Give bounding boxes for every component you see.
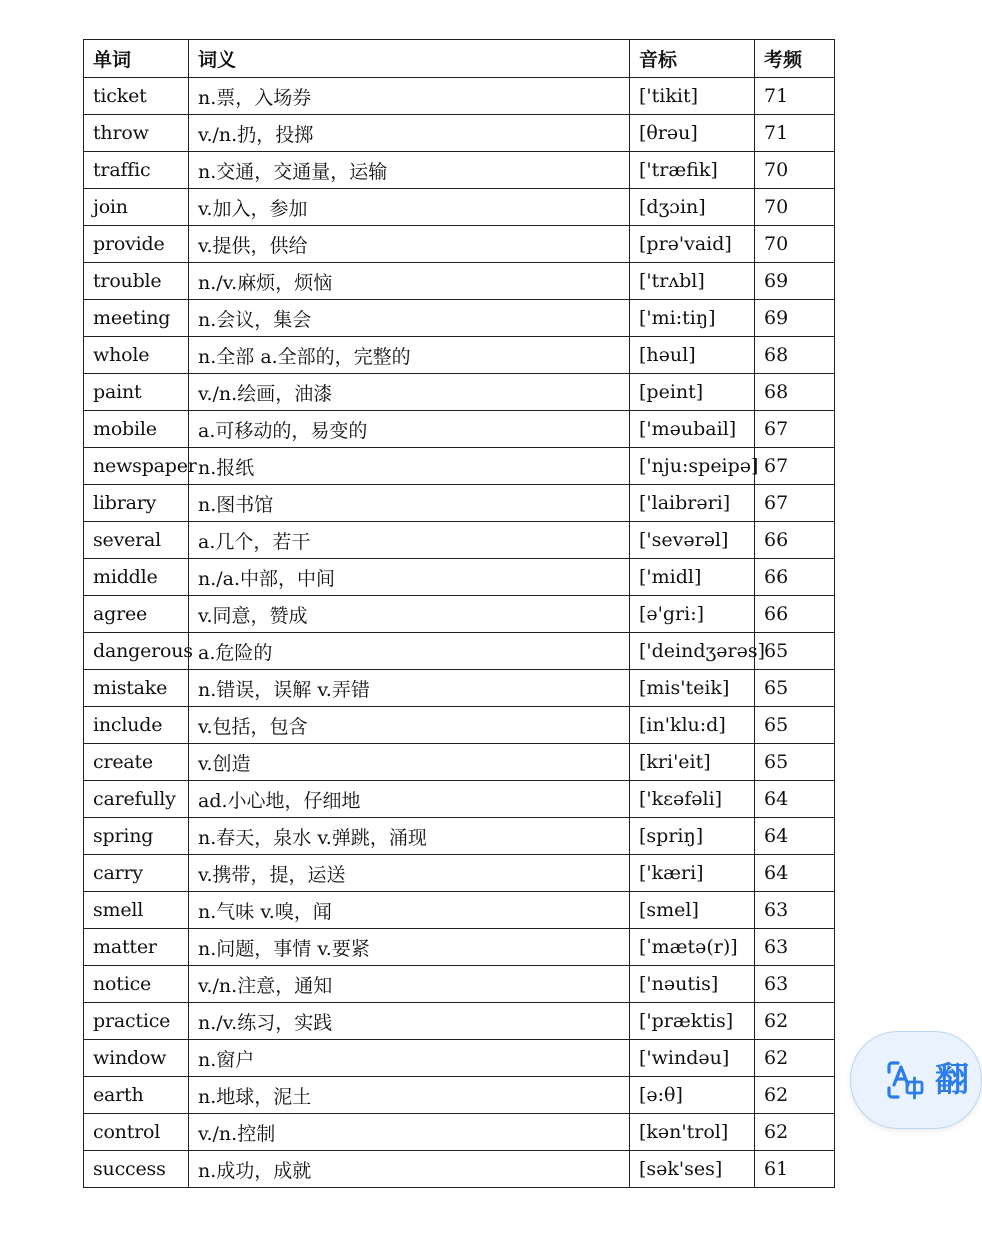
header-word: 单词	[84, 40, 189, 78]
table-row	[84, 1040, 835, 1077]
word-cell: notice	[84, 966, 189, 1003]
table-row	[84, 522, 835, 559]
phonetic-cell: [həul]	[630, 337, 755, 374]
frequency-cell: 67	[755, 448, 835, 485]
meaning-cell: v./n.绘画，油漆	[189, 374, 630, 411]
meaning-cell: n.图书馆	[189, 485, 630, 522]
word-cell: mistake	[84, 670, 189, 707]
frequency-cell: 63	[755, 892, 835, 929]
phonetic-cell: ['nəutis]	[630, 966, 755, 1003]
phonetic-cell: ['laibrəri]	[630, 485, 755, 522]
word-cell: dangerous	[84, 633, 189, 670]
word-cell: meeting	[84, 300, 189, 337]
word-cell: throw	[84, 115, 189, 152]
frequency-cell: 67	[755, 485, 835, 522]
phonetic-cell: [kri'eit]	[630, 744, 755, 781]
phonetic-cell: ['deindʒərəs]	[630, 633, 755, 670]
table-row	[84, 670, 835, 707]
word-cell: window	[84, 1040, 189, 1077]
header-phonetic: 音标	[630, 40, 755, 78]
word-cell: control	[84, 1114, 189, 1151]
table-row	[84, 1003, 835, 1040]
vocabulary-table	[83, 39, 835, 1188]
frequency-cell: 66	[755, 596, 835, 633]
frequency-cell: 68	[755, 337, 835, 374]
meaning-cell: n.窗户	[189, 1040, 630, 1077]
word-cell: practice	[84, 1003, 189, 1040]
table-row	[84, 337, 835, 374]
frequency-cell: 71	[755, 115, 835, 152]
table-row	[84, 78, 835, 115]
phonetic-cell: [dʒɔin]	[630, 189, 755, 226]
word-cell: earth	[84, 1077, 189, 1114]
frequency-cell: 63	[755, 966, 835, 1003]
table-row	[84, 263, 835, 300]
table-row	[84, 485, 835, 522]
word-cell: newspaper	[84, 448, 189, 485]
phonetic-cell: ['mi:tiŋ]	[630, 300, 755, 337]
meaning-cell: n.会议，集会	[189, 300, 630, 337]
frequency-cell: 69	[755, 263, 835, 300]
word-cell: smell	[84, 892, 189, 929]
word-cell: middle	[84, 559, 189, 596]
word-cell: trouble	[84, 263, 189, 300]
meaning-cell: n.错误，误解 v.弄错	[189, 670, 630, 707]
word-cell: create	[84, 744, 189, 781]
phonetic-cell: ['məubail]	[630, 411, 755, 448]
word-cell: include	[84, 707, 189, 744]
table-row	[84, 707, 835, 744]
table-row	[84, 818, 835, 855]
phonetic-cell: ['nju:speipə]	[630, 448, 755, 485]
frequency-cell: 64	[755, 781, 835, 818]
frequency-cell: 70	[755, 189, 835, 226]
table-header-row	[84, 40, 835, 78]
phonetic-cell: [spriŋ]	[630, 818, 755, 855]
meaning-cell: v.加入，参加	[189, 189, 630, 226]
meaning-cell: n./v.练习，实践	[189, 1003, 630, 1040]
word-cell: library	[84, 485, 189, 522]
table-row	[84, 1151, 835, 1188]
frequency-cell: 64	[755, 818, 835, 855]
word-cell: join	[84, 189, 189, 226]
word-cell: carry	[84, 855, 189, 892]
table-row	[84, 189, 835, 226]
phonetic-cell: [mis'teik]	[630, 670, 755, 707]
header-meaning: 词义	[189, 40, 630, 78]
meaning-cell: n./v.麻烦，烦恼	[189, 263, 630, 300]
frequency-cell: 66	[755, 559, 835, 596]
word-cell: carefully	[84, 781, 189, 818]
table-row	[84, 115, 835, 152]
table-row	[84, 448, 835, 485]
meaning-cell: v.同意，赞成	[189, 596, 630, 633]
table-row	[84, 929, 835, 966]
meaning-cell: n.票，入场券	[189, 78, 630, 115]
phonetic-cell: [smel]	[630, 892, 755, 929]
phonetic-cell: ['kɛəfəli]	[630, 781, 755, 818]
frequency-cell: 67	[755, 411, 835, 448]
header-frequency: 考频	[755, 40, 835, 78]
frequency-cell: 71	[755, 78, 835, 115]
meaning-cell: n.地球，泥土	[189, 1077, 630, 1114]
phonetic-cell: [in'klu:d]	[630, 707, 755, 744]
table-row	[84, 744, 835, 781]
table-row	[84, 1077, 835, 1114]
phonetic-cell: [kən'trol]	[630, 1114, 755, 1151]
meaning-cell: a.几个，若干	[189, 522, 630, 559]
table-row	[84, 300, 835, 337]
meaning-cell: v.创造	[189, 744, 630, 781]
meaning-cell: n.交通，交通量，运输	[189, 152, 630, 189]
frequency-cell: 62	[755, 1077, 835, 1114]
phonetic-cell: ['midl]	[630, 559, 755, 596]
table-row	[84, 559, 835, 596]
table-row	[84, 892, 835, 929]
table-row	[84, 633, 835, 670]
word-cell: success	[84, 1151, 189, 1188]
word-cell: several	[84, 522, 189, 559]
meaning-cell: v.包括，包含	[189, 707, 630, 744]
meaning-cell: v.提供，供给	[189, 226, 630, 263]
phonetic-cell: ['præktis]	[630, 1003, 755, 1040]
word-cell: ticket	[84, 78, 189, 115]
word-cell: matter	[84, 929, 189, 966]
table-row	[84, 374, 835, 411]
frequency-cell: 70	[755, 152, 835, 189]
phonetic-cell: [sək'ses]	[630, 1151, 755, 1188]
meaning-cell: v./n.扔，投掷	[189, 115, 630, 152]
frequency-cell: 61	[755, 1151, 835, 1188]
meaning-cell: n.春天，泉水 v.弹跳，涌现	[189, 818, 630, 855]
frequency-cell: 70	[755, 226, 835, 263]
table-row	[84, 781, 835, 818]
meaning-cell: n.成功，成就	[189, 1151, 630, 1188]
meaning-cell: n.气味 v.嗅，闻	[189, 892, 630, 929]
word-cell: whole	[84, 337, 189, 374]
meaning-cell: a.可移动的，易变的	[189, 411, 630, 448]
phonetic-cell: ['windəu]	[630, 1040, 755, 1077]
word-cell: paint	[84, 374, 189, 411]
word-cell: agree	[84, 596, 189, 633]
table-row	[84, 226, 835, 263]
meaning-cell: n.报纸	[189, 448, 630, 485]
meaning-cell: a.危险的	[189, 633, 630, 670]
frequency-cell: 65	[755, 633, 835, 670]
word-cell: provide	[84, 226, 189, 263]
frequency-cell: 65	[755, 707, 835, 744]
phonetic-cell: [peint]	[630, 374, 755, 411]
meaning-cell: n.全部 a.全部的，完整的	[189, 337, 630, 374]
phonetic-cell: [ə'gri:]	[630, 596, 755, 633]
word-cell: spring	[84, 818, 189, 855]
phonetic-cell: ['trʌbl]	[630, 263, 755, 300]
word-cell: traffic	[84, 152, 189, 189]
frequency-cell: 65	[755, 744, 835, 781]
phonetic-cell: [prə'vaid]	[630, 226, 755, 263]
table-body	[84, 78, 835, 1188]
frequency-cell: 62	[755, 1114, 835, 1151]
table-row	[84, 1114, 835, 1151]
translate-icon	[883, 1058, 927, 1102]
phonetic-cell: [θrəu]	[630, 115, 755, 152]
table-row	[84, 966, 835, 1003]
frequency-cell: 62	[755, 1003, 835, 1040]
phonetic-cell: [ə:θ]	[630, 1077, 755, 1114]
phonetic-cell: ['sevərəl]	[630, 522, 755, 559]
meaning-cell: v.携带，提，运送	[189, 855, 630, 892]
table-row	[84, 152, 835, 189]
meaning-cell: v./n.控制	[189, 1114, 630, 1151]
meaning-cell: n.问题，事情 v.要紧	[189, 929, 630, 966]
meaning-cell: n./a.中部，中间	[189, 559, 630, 596]
table-row	[84, 411, 835, 448]
phonetic-cell: [ˈmætə(r)]	[630, 929, 755, 966]
phonetic-cell: ['kæri]	[630, 855, 755, 892]
frequency-cell: 69	[755, 300, 835, 337]
phonetic-cell: ['træfik]	[630, 152, 755, 189]
translate-label: 翻	[935, 1060, 969, 1100]
frequency-cell: 68	[755, 374, 835, 411]
table-row	[84, 855, 835, 892]
word-cell: mobile	[84, 411, 189, 448]
frequency-cell: 65	[755, 670, 835, 707]
meaning-cell: v./n.注意，通知	[189, 966, 630, 1003]
phonetic-cell: ['tikit]	[630, 78, 755, 115]
frequency-cell: 63	[755, 929, 835, 966]
frequency-cell: 62	[755, 1040, 835, 1077]
frequency-cell: 64	[755, 855, 835, 892]
translate-button[interactable]	[850, 1031, 982, 1129]
frequency-cell: 66	[755, 522, 835, 559]
table-row	[84, 596, 835, 633]
meaning-cell: ad.小心地，仔细地	[189, 781, 630, 818]
